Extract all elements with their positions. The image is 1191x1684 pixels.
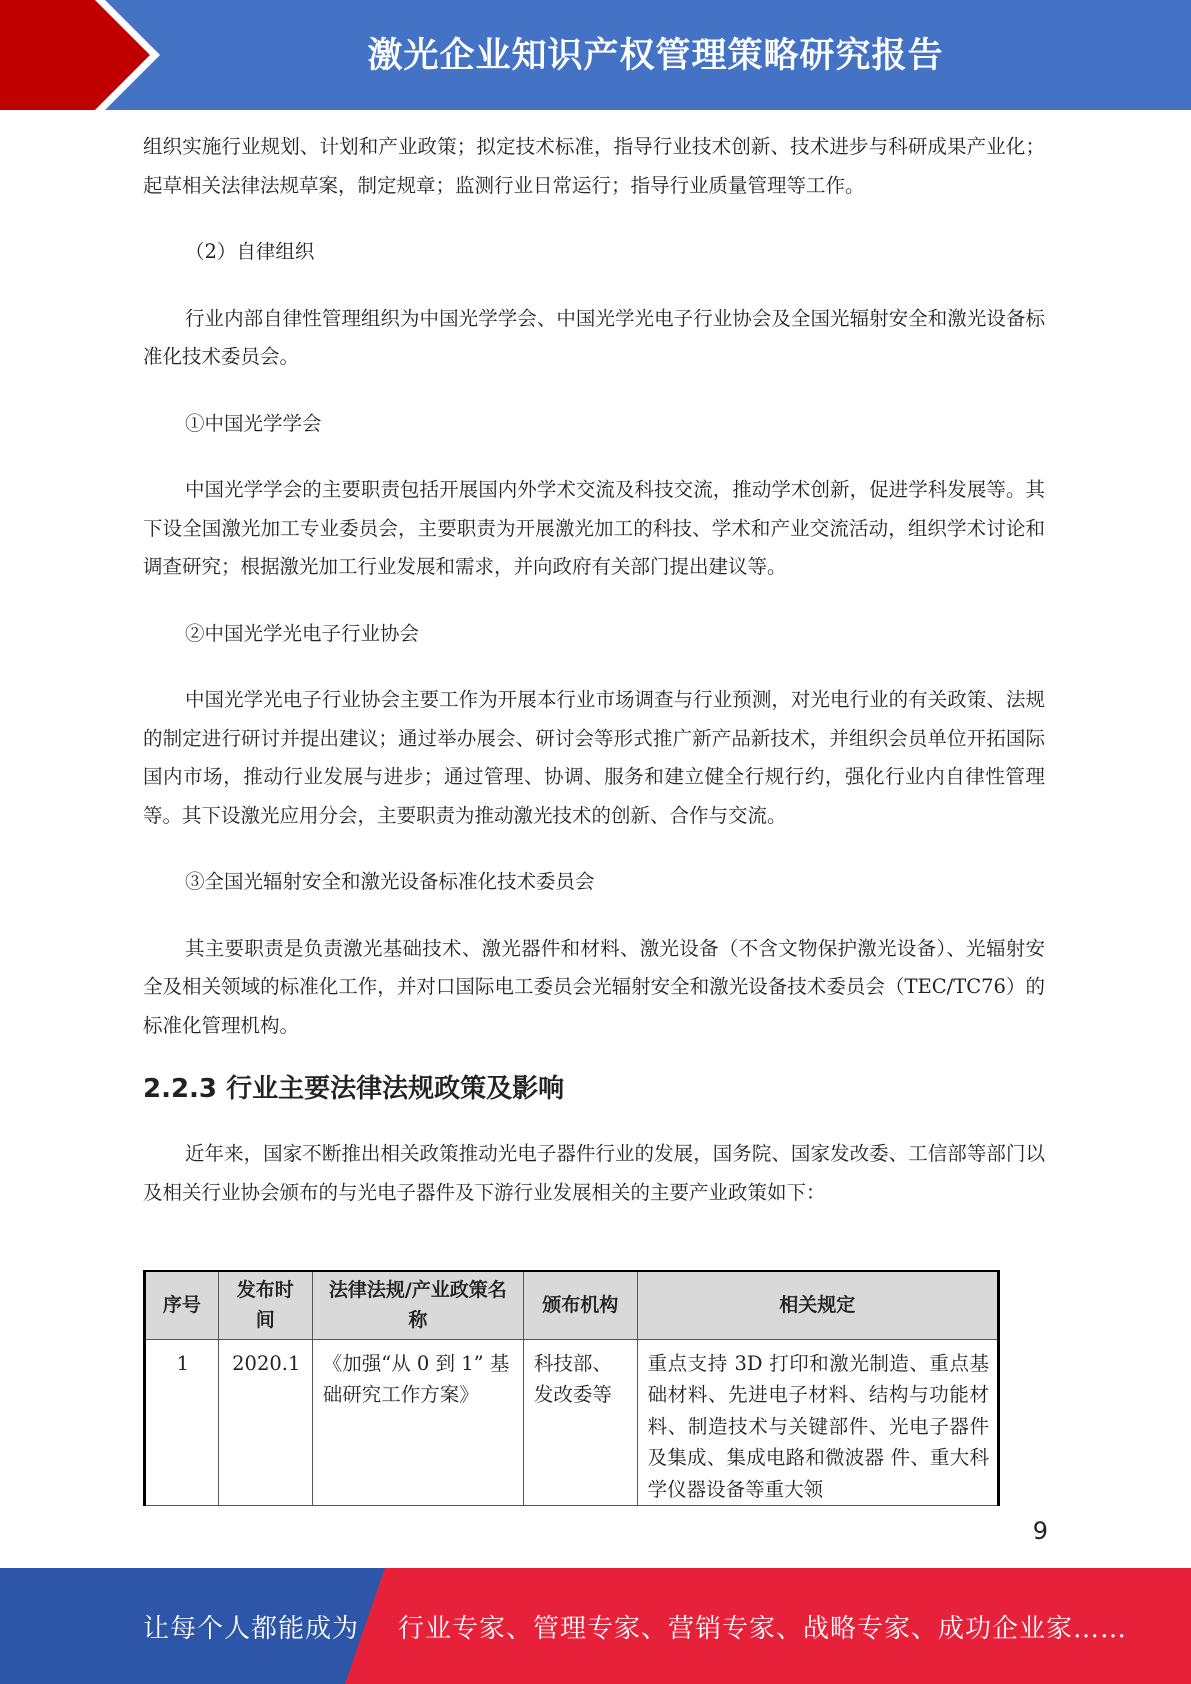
cell-policy-name: 《加强“从 0 到 1” 基础研究工作方案》: [312, 1339, 523, 1506]
header-provision: 相关规定: [637, 1271, 998, 1339]
page-header: [0, 0, 1191, 110]
report-title: 激光企业知识产权管理策略研究报告: [367, 36, 944, 76]
table-row: [145, 1339, 999, 1506]
main-content: [143, 128, 1045, 1212]
org3-text: 其主要职责是负责激光基础技术、激光器件和材料、激光设备（不含文物保护激光设备）、光辐射安全及相关领域的标准化工作，并对口国际电工委员会光辐射安全和激光设备技术委员会（TEC/TC76）的标准化管理机构。: [143, 936, 1045, 1037]
paragraph-policy-intro: 近年来，国家不断推出相关政策推动光电子器件行业的发展，国务院、国家发改委、工信部等部门以及相关行业协会颁布的与光电子器件及下游行业发展相关的主要产业政策如下：: [143, 1142, 1045, 1204]
header-date: 发布时间: [218, 1271, 312, 1339]
cell-agency: 科技部、发改委等: [523, 1339, 637, 1506]
footer-slogan-left: 让每个人都能成为: [143, 1613, 360, 1644]
cell-no: 1: [145, 1339, 219, 1506]
org3-title: ③全国光辐射安全和激光设备标准化技术委员会: [185, 870, 595, 893]
table-header-row: [145, 1271, 999, 1339]
org1-text: 中国光学学会的主要职责包括开展国内外学术交流及科技交流，推动学术创新，促进学科发展等。其下设全国激光加工专业委员会，主要职责为开展激光加工的科技、学术和产业交流活动，组织学术讨论和调查研究；根据激光加工行业发展和需求，并向政府有关部门提出建议等。: [143, 478, 1045, 578]
footer-slogan-right: 行业专家、管理专家、营销专家、战略专家、成功企业家……: [398, 1613, 1128, 1644]
page-footer: [0, 1568, 1191, 1684]
header-no: 序号: [145, 1271, 219, 1339]
paragraph-continuation: 组织实施行业规划、计划和产业政策；拟定技术标准，指导行业技术创新、技术进步与科研成果产业化；起草相关法律法规草案，制定规章；监测行业日常运行；指导行业质量管理等工作。: [143, 135, 1045, 197]
org1-title: ①中国光学学会: [185, 411, 322, 435]
heading-self-discipline: （2）自律组织: [185, 240, 315, 263]
header-agency: 颁布机构: [523, 1271, 637, 1339]
org2-title: ②中国光学光电子行业协会: [185, 621, 420, 645]
header-policy-name: 法律法规/产业政策名称: [312, 1271, 523, 1339]
cell-date: 2020.1: [218, 1339, 312, 1506]
org2-text: 中国光学光电子行业协会主要工作为开展本行业市场调查与行业预测，对光电行业的有关政策、法规的制定进行研讨并提出建议；通过举办展会、研讨会等形式推广新产品新技术，并组织会员单位开拓国际国内市场，推动行业发展与进步；通过管理、协调、服务和建立健全行规行约，强化行业内自律性管理等。其下设激光应用分会，主要职责为推动激光技术的创新、合作与交流。: [143, 688, 1045, 827]
page-number: 9: [1032, 1517, 1048, 1545]
policy-table: [143, 1270, 1000, 1506]
paragraph-self-discipline: 行业内部自律性管理组织为中国光学学会、中国光学光电子行业协会及全国光辐射安全和激光设备标准化技术委员会。: [143, 306, 1045, 368]
cell-provision: 重点支持 3D 打印和激光制造、重点基础材料、先进电子材料、结构与功能材料、制造技术与关键部件、光电子器件及集成、集成电路和微波器 件、重大科学仪器设备等重大领: [637, 1339, 998, 1506]
section-title: 2.2.3 行业主要法律法规政策及影响: [143, 1074, 565, 1104]
